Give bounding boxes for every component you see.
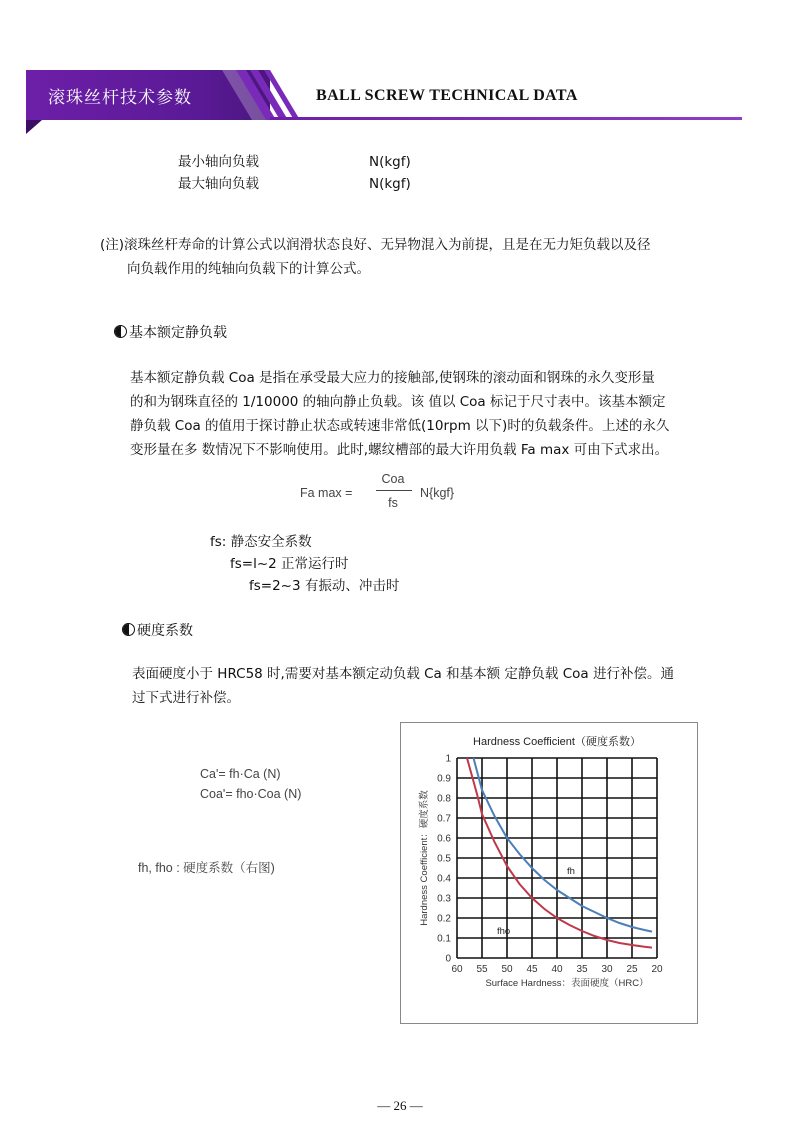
- x-tick-label: 60: [451, 964, 463, 975]
- series-label-fho: fho: [497, 926, 511, 937]
- x-tick-label: 20: [651, 964, 663, 975]
- half-circle-bullet-icon: [114, 325, 127, 338]
- static-para-line-2: 的和为钢珠直径的 1/10000 的轴向静止负载。该 值以 Coa 标记于尺寸表中。该基本额定: [130, 394, 666, 410]
- static-para-line-3: 静负载 Coa 的值用于探讨静止状态或转速非常低(10rpm 以下)时的负载条件。上述的永久: [130, 418, 670, 434]
- note-line-2: 向负载作用的纯轴向负载下的计算公式。: [127, 261, 370, 277]
- y-tick-label: 0.9: [437, 773, 451, 785]
- fs-impact: fs=2~3 有振动、冲击时: [249, 578, 400, 594]
- header-title-en: BALL SCREW TECHNICAL DATA: [316, 87, 578, 104]
- series-label-fh: fh: [567, 866, 575, 877]
- x-tick-label: 40: [551, 964, 563, 975]
- hardness-para-line-1: 表面硬度小于 HRC58 时,需要对基本额定动负载 Ca 和基本额 定静负载 Coa 进行补偿。通: [132, 666, 674, 682]
- half-circle-bullet-icon: [122, 623, 135, 636]
- famax-unit: N{kgf}: [420, 486, 455, 500]
- y-tick-label: 1: [445, 753, 451, 765]
- header-title-cn: 滚珠丝杆技术参数: [48, 88, 192, 108]
- max-load-unit: N(kgf): [369, 176, 411, 192]
- coefficient-note: fh, fho : 硬度系数（右图): [138, 861, 275, 875]
- max-load-label: 最大轴向负载: [178, 176, 259, 192]
- x-tick-label: 45: [526, 964, 538, 975]
- static-para-line-4: 变形量在多 数情况下不影响使用。此时,螺纹槽部的最大许用负载 Fa max 可由下式求出。: [130, 442, 669, 458]
- y-tick-label: 0.5: [437, 853, 451, 865]
- y-tick-label: 0.8: [437, 793, 451, 805]
- x-tick-label: 50: [501, 964, 513, 975]
- famax-lhs: Fa max =: [300, 486, 353, 500]
- chart-title: Hardness Coefficient（硬度系数）: [473, 736, 641, 748]
- famax-denominator: fs: [388, 496, 398, 510]
- y-tick-label: 0.7: [437, 813, 451, 825]
- header-rule: [270, 117, 742, 120]
- y-tick-label: 0.4: [437, 873, 451, 885]
- x-axis-label: Surface Hardness：表面硬度（HRC）: [485, 978, 649, 989]
- note-line-1: (注)滚珠丝杆寿命的计算公式以润滑状态良好、无异物混入为前提，且是在无力矩负载以及径: [100, 237, 651, 253]
- ca-formula: Ca'= fh·Ca (N): [200, 767, 281, 781]
- series-line-fh: [474, 758, 653, 932]
- page-number: — 26 —: [377, 1098, 423, 1113]
- y-tick-label: 0: [445, 953, 451, 965]
- series-line-fho: [467, 758, 652, 948]
- y-axis-label: Hardness Coefficient：硬度系数: [419, 790, 430, 926]
- hardness-heading: [122, 620, 193, 640]
- y-tick-label: 0.6: [437, 833, 451, 845]
- header-stripes: [222, 70, 302, 120]
- fs-normal: fs=l~2 正常运行时: [230, 556, 349, 572]
- y-tick-label: 0.2: [437, 913, 451, 925]
- hardness-heading-text: 硬度系数: [137, 623, 193, 639]
- static-load-heading-text: 基本额定静负载: [129, 325, 227, 341]
- famax-numerator: Coa: [381, 472, 405, 486]
- coa-formula: Coa'= fho·Coa (N): [200, 787, 302, 801]
- y-tick-label: 0.3: [437, 893, 451, 905]
- y-tick-label: 0.1: [437, 933, 451, 945]
- hardness-chart: [401, 723, 697, 1023]
- static-para-line-1: 基本额定静负载 Coa 是指在承受最大应力的接触部,使钢珠的滚动面和钢珠的永久变形量: [130, 370, 655, 386]
- min-load-unit: N(kgf): [369, 154, 411, 170]
- header-notch: [26, 120, 42, 134]
- x-tick-label: 25: [626, 964, 638, 975]
- x-tick-label: 30: [601, 964, 613, 975]
- fs-definition: fs: 静态安全系数: [210, 534, 312, 550]
- hardness-para-line-2: 过下式进行补偿。: [132, 690, 240, 706]
- x-tick-label: 35: [576, 964, 588, 975]
- x-tick-label: 55: [476, 964, 488, 975]
- static-load-heading: [114, 322, 227, 342]
- fraction-bar: [376, 490, 412, 491]
- min-load-label: 最小轴向负载: [178, 154, 259, 170]
- hardness-chart-frame: [400, 722, 698, 1024]
